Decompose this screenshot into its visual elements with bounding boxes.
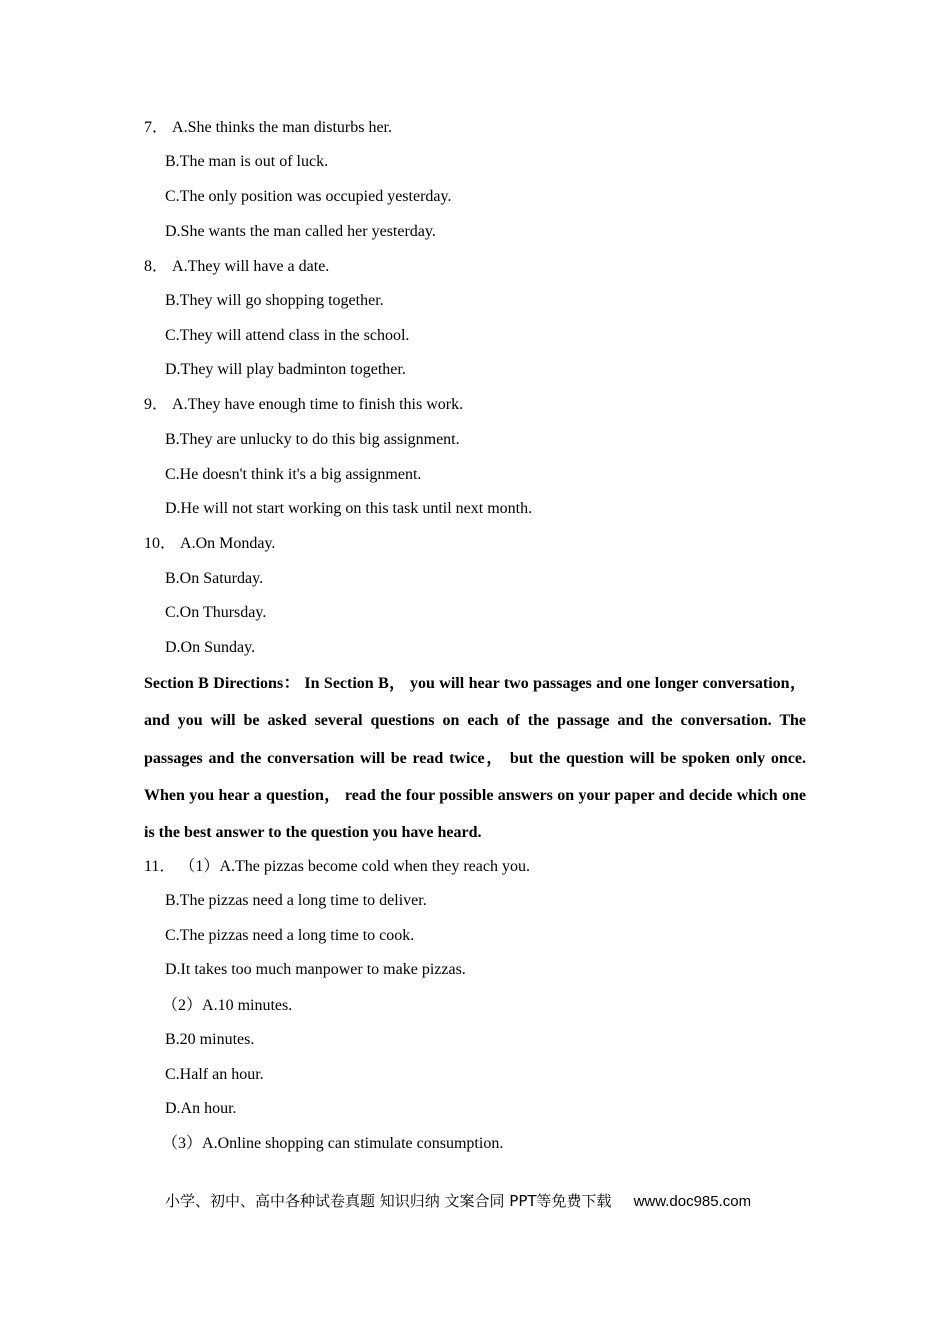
- option-text: A.Online shopping can stimulate consumption.: [202, 1135, 504, 1152]
- question-9-option-c: C.He doesn't think it's a big assignment.: [165, 466, 422, 483]
- question-11-part-1-option-d: D.It takes too much manpower to make pizzas.: [165, 961, 466, 978]
- question-11-part-2-option-c: C.Half an hour.: [165, 1066, 264, 1083]
- question-10-option-b: B.On Saturday.: [165, 570, 264, 587]
- question-9-option-a: [144, 395, 463, 415]
- question-11-part-3-option-a: [162, 1134, 503, 1154]
- question-number: 10．: [144, 535, 177, 552]
- question-number: 7．: [144, 119, 169, 136]
- question-8-option-d: D.They will play badminton together.: [165, 361, 406, 378]
- question-number: 11．: [144, 858, 176, 875]
- question-8-option-c: C.They will attend class in the school.: [165, 327, 410, 344]
- option-text: A.10 minutes.: [202, 997, 293, 1014]
- option-text: A.She thinks the man disturbs her.: [172, 119, 392, 136]
- question-8-option-b: B.They will go shopping together.: [165, 292, 384, 309]
- question-7-option-c: C.The only position was occupied yesterday.: [165, 188, 452, 205]
- question-10-option-d: D.On Sunday.: [165, 639, 256, 656]
- question-11-part-2-option-a: [162, 996, 292, 1016]
- part-label: （3）: [162, 1135, 203, 1152]
- question-11-part-2-option-b: B.20 minutes.: [165, 1031, 255, 1048]
- option-text: A.They will have a date.: [172, 258, 330, 275]
- section-b-directions: Section B Directions： In Section B， you will hear two passages and one longer conversation， and you will be asked several questions on each of the passage and the conversation. The passages and the conversation will be read twice， but the question will be spoken only once. When you hear a question， read the four possible answers on your paper and decide which one is the best answer to the question you have heard.: [144, 675, 806, 842]
- question-7-option-d: D.She wants the man called her yesterday.: [165, 223, 436, 240]
- page-footer: [165, 1190, 751, 1213]
- question-11-part-1-option-b: B.The pizzas need a long time to deliver.: [165, 892, 427, 909]
- question-number: 8．: [144, 258, 169, 275]
- question-10-option-a: [144, 534, 275, 554]
- question-10-option-c: C.On Thursday.: [165, 604, 267, 621]
- question-9-option-b: B.They are unlucky to do this big assignment.: [165, 431, 460, 448]
- option-text: A.They have enough time to finish this work.: [172, 396, 464, 413]
- question-number: 9．: [144, 396, 169, 413]
- question-11-part-2-option-d: D.An hour.: [165, 1100, 237, 1117]
- question-8-option-a: [144, 257, 329, 277]
- footer-url[interactable]: www.doc985.com: [633, 1193, 752, 1210]
- option-text: A.On Monday.: [180, 535, 276, 552]
- question-7-option-a: [144, 118, 392, 138]
- question-11-part-1-option-a: [144, 857, 530, 877]
- question-7-option-b: B.The man is out of luck.: [165, 153, 329, 170]
- option-text: A.The pizzas become cold when they reach you.: [219, 858, 530, 875]
- part-label: （1）: [179, 858, 220, 875]
- question-11-part-1-option-c: C.The pizzas need a long time to cook.: [165, 927, 415, 944]
- part-label: （2）: [162, 997, 203, 1014]
- question-9-option-d: D.He will not start working on this task until next month.: [165, 500, 533, 517]
- footer-text: 小学、初中、高中各种试卷真题 知识归纳 文案合同 PPT等免费下载: [165, 1192, 612, 1210]
